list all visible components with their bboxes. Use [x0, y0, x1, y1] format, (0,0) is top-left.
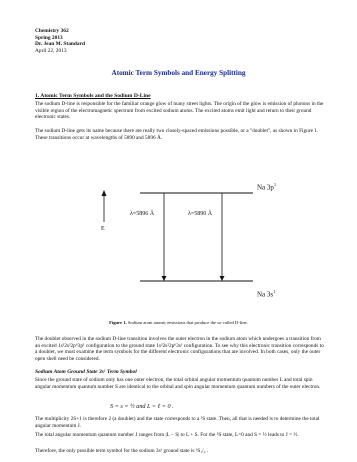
lower-state-label: Na $3s^1$	[257, 289, 276, 299]
transition-arrowhead-5896	[162, 276, 167, 281]
paragraph-term-symbol: Therefore, the only possible term symbol for the sodium 3s¹ ground state is ²S₁/₂ .	[35, 448, 209, 454]
paragraph-multiplicity: The multiplicity 2S+1 is therefore 2 (a doublet) and the state corresponds to a ²S state. Then, all that is needed is to determine the total angular momentum J.	[35, 416, 320, 429]
page-title: Atomic Term Symbols and Energy Splitting	[111, 69, 246, 77]
paragraph-intro: The sodium D-line is responsible for the familiar orange glow of many street lights. The origin of the glow is emission of photons in the visible region of the electromagnetic spectrum from excited sodium atoms. The excited atoms emit light and return to their ground electronic states.	[35, 101, 324, 120]
wavelength-label-5890: λ=5890 Å	[188, 211, 213, 217]
paragraph-doublet: The sodium D-line gets its name because there are really two closely-spaced emissions possible, or a "doublet", as shown in Figure 1. These transitions occur at wavelengths of 5890 and 5896 Å.	[35, 128, 319, 141]
paragraph-ground-state: Since the ground state of sodium only has one outer electron, the total orbital angular momentum quantum number L and total spin angular momentum quantum number S are identical to the orbital and spin angular momentum quantum numbers of the outer electron.	[35, 377, 321, 390]
author: Dr. Jean M. Standard	[35, 41, 85, 48]
term: Spring 2013	[35, 34, 63, 41]
figure-caption: Figure 1. Sodium atom atomic emissions that produce the so-called D-line.	[109, 320, 248, 325]
course-name: Chemistry 362	[35, 28, 69, 34]
transition-arrowhead-5890	[220, 276, 225, 281]
date: April 22, 2013	[35, 47, 67, 54]
section-heading-ground-state: Sodium Atom Ground State 3s¹ Term Symbol	[35, 369, 137, 375]
upper-state-label: Na $3p^1$	[257, 182, 277, 192]
wavelength-label-5896: λ=5896 Å	[130, 211, 155, 217]
energy-axis-label: E	[101, 226, 105, 232]
section-heading-1: 1. Atomic Term Symbols and the Sodium D-Line	[35, 93, 151, 99]
energy-axis-arrowhead	[102, 190, 107, 196]
paragraph-configurations: The doublet observed in the sodium D-line transition involves the outer electron in the sodium atom which undergoes a transition from an excited 1s²2s²2p⁶3p¹ configuration to the ground state 1s²2s²2p⁶3s¹ configuration. To see why this electronic transition corresponds to a doublet, we must examine the term symbols for the different electronic configurations that are involved. In both cases, only the outer open shell need be considered.	[35, 336, 324, 362]
equation-s-l: S = s = ½ and L = ℓ = 0 .	[110, 403, 174, 410]
paragraph-total-angular-momentum: The total angular momentum quantum number J ranges from |L − S| to L + S. For the ²S state, L=0 and S = ½ leads to J = ½.	[35, 432, 299, 438]
